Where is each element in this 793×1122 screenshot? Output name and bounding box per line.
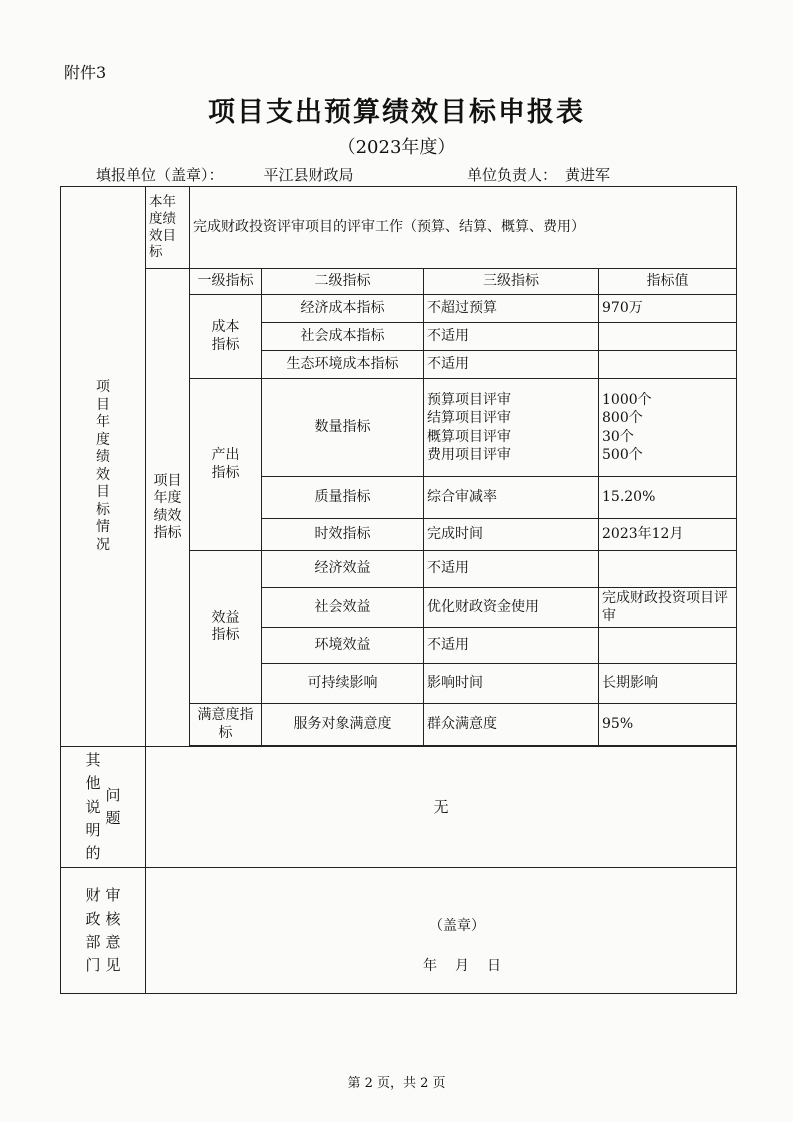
- quantity-third-cell: [424, 379, 599, 477]
- unit-leader: [467, 164, 610, 185]
- column-header-value: 指标值: [599, 269, 737, 295]
- other-issues-label-right: 问题: [105, 785, 121, 828]
- page-number: 第 2 页，共 2 页: [347, 1076, 446, 1091]
- column-header-second: 二级指标: [262, 269, 424, 295]
- list-item: 800个: [602, 410, 643, 427]
- report-year: （2023年度）: [337, 137, 456, 158]
- table-cell: 不适用: [424, 323, 599, 351]
- indicators-label-cell: [146, 269, 190, 747]
- table-cell: 服务对象满意度: [262, 704, 424, 746]
- table-cell: 15.20%: [599, 477, 737, 519]
- table-cell: 完成时间: [424, 519, 599, 551]
- table-cell: 社会成本指标: [262, 323, 424, 351]
- table-cell: 95%: [599, 704, 737, 746]
- benefit-indicator-label: [190, 551, 262, 704]
- section-label-cell: [61, 187, 146, 747]
- annual-goal-text: 完成财政投资评审项目的评审工作（预算、结算、概算、费用）: [190, 187, 737, 269]
- table-cell: 不适用: [424, 351, 599, 379]
- table-cell: 2023年12月: [599, 519, 737, 551]
- column-header-first: 一级指标: [190, 269, 262, 295]
- table-cell: 社会效益: [262, 588, 424, 628]
- table-cell: 不适用: [424, 628, 599, 664]
- output-indicator-label: [190, 379, 262, 551]
- satisfaction-indicator-label: 满意度指标: [190, 704, 262, 746]
- list-item: 概算项目评审: [427, 428, 511, 445]
- list-item: 500个: [602, 446, 643, 463]
- leader-label: 单位负责人：: [467, 166, 558, 184]
- table-cell: 可持续影响: [262, 664, 424, 704]
- table-cell: [599, 323, 737, 351]
- indicators-label: 项目年度绩效指标: [153, 472, 182, 541]
- list-item: 结算项目评审: [427, 410, 511, 427]
- table-cell: 群众满意度: [424, 704, 599, 746]
- table-cell: 数量指标: [262, 379, 424, 477]
- cost-indicator-label: [190, 295, 262, 379]
- table-cell: [599, 628, 737, 664]
- table-cell: 不适用: [424, 551, 599, 588]
- review-label-right: 审核意见: [105, 886, 121, 974]
- table-cell: 970万: [599, 295, 737, 323]
- table-cell: 质量指标: [262, 477, 424, 519]
- column-header-third: 三级指标: [424, 269, 599, 295]
- unit-name: 平江县财政局: [263, 166, 354, 184]
- other-issues-label-left: 其他说明的: [85, 751, 101, 862]
- list-item: 预算项目评审: [427, 392, 511, 409]
- other-issues-content: 无: [146, 747, 737, 868]
- table-cell: 环境效益: [262, 628, 424, 664]
- review-date: 年 月 日: [423, 958, 503, 975]
- table-cell: 时效指标: [262, 519, 424, 551]
- table-cell: 综合审减率: [424, 477, 599, 519]
- table-cell: [599, 351, 737, 379]
- list-item: 费用项目评审: [427, 446, 511, 463]
- seal-label: （盖章）: [429, 918, 485, 935]
- review-label-cell: [61, 868, 146, 994]
- quantity-value-cell: [599, 379, 737, 477]
- table-cell: 完成财政投资项目评审: [599, 588, 737, 628]
- output-indicator-text: 产出指标: [211, 447, 240, 481]
- page-title: 项目支出预算绩效目标申报表: [208, 97, 585, 128]
- table-cell: [599, 551, 737, 588]
- review-content: [146, 868, 737, 994]
- reporting-unit: [96, 164, 354, 185]
- benefit-indicator-text: 效益指标: [211, 609, 240, 643]
- table-cell: 影响时间: [424, 664, 599, 704]
- annual-goal-label: 本年度绩效目标: [146, 187, 190, 269]
- other-issues-label-cell: [61, 747, 146, 868]
- table-cell: 经济成本指标: [262, 295, 424, 323]
- list-item: 30个: [602, 428, 634, 445]
- table-cell: 长期影响: [599, 664, 737, 704]
- table-cell: 优化财政资金使用: [424, 588, 599, 628]
- section-label: 项目年度绩效目标情况: [96, 379, 110, 553]
- table-cell: 不超过预算: [424, 295, 599, 323]
- performance-target-table: [60, 186, 737, 994]
- table-cell: 经济效益: [262, 551, 424, 588]
- attachment-label: 附件3: [64, 63, 107, 82]
- cost-indicator-text: 成本指标: [211, 319, 240, 353]
- review-label-left: 财政部门: [85, 886, 101, 974]
- unit-label: 填报单位（盖章）：: [96, 166, 224, 184]
- leader-name: 黄进军: [565, 166, 611, 184]
- table-cell: 生态环境成本指标: [262, 351, 424, 379]
- list-item: 1000个: [602, 392, 652, 409]
